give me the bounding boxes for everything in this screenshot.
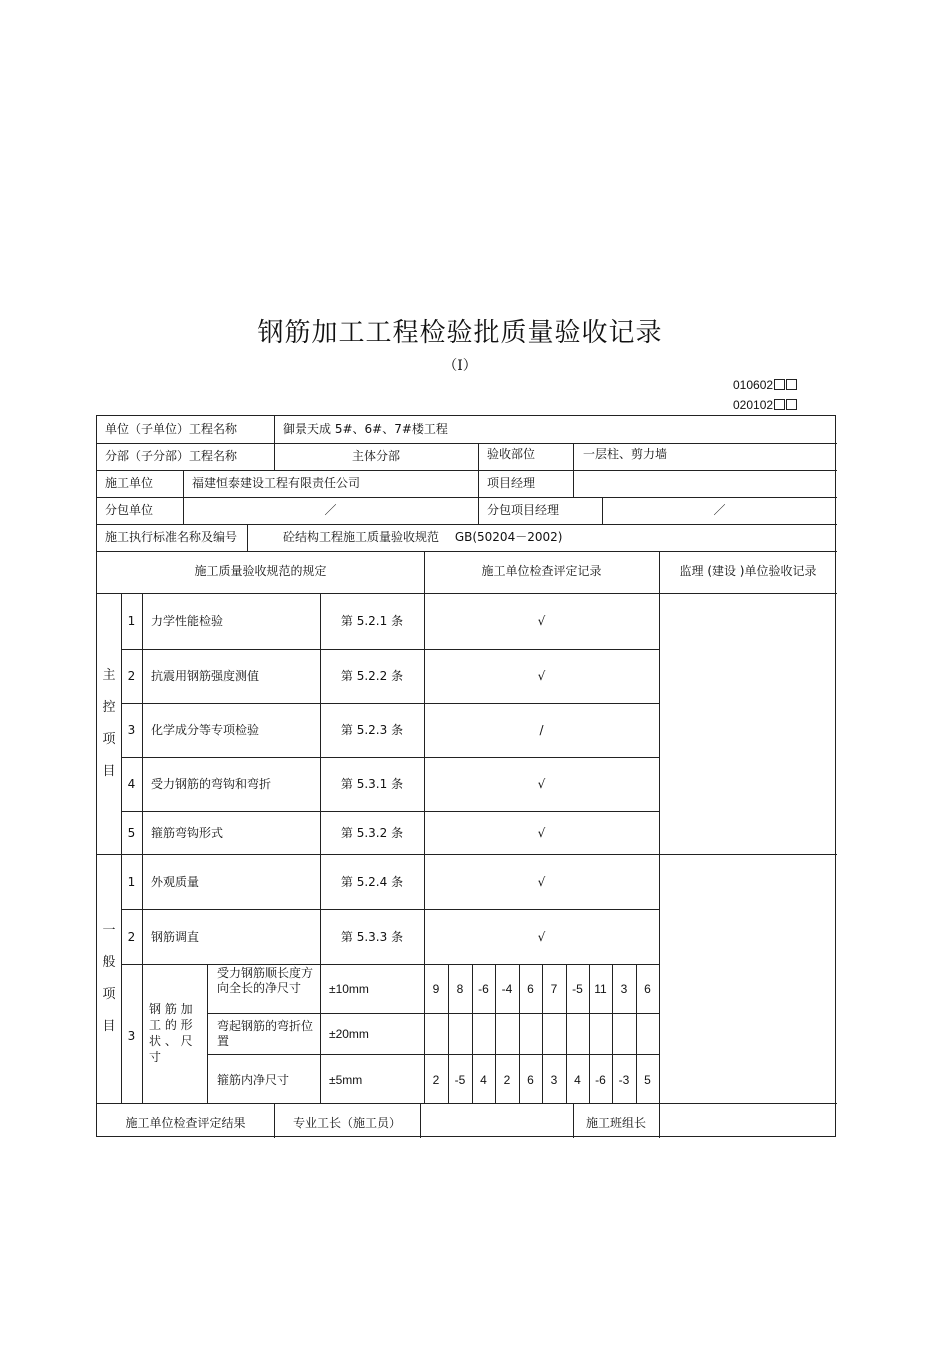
division-label: 分部（子分部）工程名称 (105, 449, 238, 463)
item-no: 3 (127, 723, 136, 737)
item-clause: 第 5.2.1 条 (340, 614, 404, 628)
item-name: 受力钢筋的弯钩和弯折 (151, 777, 272, 791)
sub-item-tolerance: ±10mm (329, 982, 369, 996)
item-name: 抗震用钢筋强度测值 (151, 669, 260, 683)
sub-pm-value: ／ (713, 503, 726, 517)
column-spec-header: 施工质量验收规范的规定 (194, 564, 327, 578)
checkbox-icon (774, 379, 785, 390)
column-check-header: 施工单位检查评定记录 (481, 564, 602, 578)
item-clause: 第 5.3.1 条 (340, 777, 404, 791)
item-result: √ (537, 875, 546, 889)
unit-project-value: 御景天成 5#、6#、7#楼工程 (283, 422, 448, 436)
measure-cell: 3 (550, 1073, 558, 1087)
item-name: 钢筋调直 (151, 930, 200, 944)
item-clause: 第 5.2.2 条 (340, 669, 404, 683)
measure-cell: 11 (594, 982, 607, 996)
item-name: 化学成分等专项检验 (151, 723, 260, 737)
form-code-2: 020102 (733, 398, 797, 412)
sub-item-name: 弯起钢筋的弯折位置 (217, 1019, 314, 1048)
acceptance-part-value: 一层柱、剪力墙 (583, 447, 668, 461)
measure-cell: 2 (432, 1073, 440, 1087)
measure-cell: 6 (527, 982, 534, 996)
measure-cell: 9 (432, 982, 440, 996)
subcontractor-value: ／ (324, 503, 337, 517)
unit-project-label: 单位（子单位）工程名称 (105, 422, 238, 436)
measure-cell: 3 (620, 982, 628, 996)
project-manager-label: 项目经理 (487, 476, 536, 490)
item-name: 力学性能检验 (151, 614, 224, 628)
item-name: 外观质量 (151, 875, 200, 889)
measure-cell: 2 (503, 1073, 511, 1087)
measure-cell: -3 (618, 1073, 630, 1087)
measure-cell: -5 (572, 982, 583, 996)
measure-cell: 6 (644, 982, 651, 996)
general-items-label: 一般项目 (102, 923, 116, 1034)
subcontractor-label: 分包单位 (105, 503, 154, 517)
measure-cell: 6 (527, 1073, 534, 1087)
item-no: 3 (127, 1029, 136, 1043)
item-no: 1 (127, 614, 136, 628)
sub-item-tolerance: ±5mm (329, 1073, 363, 1087)
item-no: 1 (127, 875, 136, 889)
measure-cell: 8 (456, 982, 464, 996)
measure-cell: 5 (644, 1073, 651, 1087)
measure-cell: -6 (478, 982, 489, 996)
checkbox-icon (786, 399, 797, 410)
item-no: 5 (127, 826, 136, 840)
measure-cell: 4 (480, 1073, 487, 1087)
item-result: √ (537, 669, 546, 683)
form-code-1: 010602 (733, 378, 797, 392)
contractor-label: 施工单位 (105, 476, 154, 490)
contractor-value: 福建恒泰建设工程有限责任公司 (192, 476, 361, 490)
team-leader-label: 施工班组长 (585, 1116, 646, 1130)
checkbox-icon (774, 399, 785, 410)
standard-label: 施工执行标准名称及编号 (105, 530, 238, 544)
main-control-label: 主控项目 (102, 668, 116, 779)
acceptance-part-label: 验收部位 (487, 447, 536, 461)
division-value: 主体分部 (351, 449, 400, 463)
column-supervisor-header: 监理 (建设 )单位验收记录 (679, 564, 817, 578)
sub-pm-label: 分包项目经理 (487, 503, 560, 517)
foreman-label: 专业工长（施工员） (292, 1116, 401, 1130)
result-label: 施工单位检查评定结果 (125, 1116, 246, 1130)
document-title: 钢筋加工工程检验批质量验收记录 (257, 318, 663, 348)
item-no: 4 (127, 777, 136, 791)
item-clause: 第 5.2.4 条 (340, 875, 404, 889)
sub-item-name: 箍筋内净尺寸 (217, 1073, 290, 1087)
item-clause: 第 5.3.3 条 (340, 930, 404, 944)
item-result: √ (537, 826, 546, 840)
item-name: 箍筋弯钩形式 (151, 826, 224, 840)
item-clause: 第 5.3.2 条 (340, 826, 404, 840)
measure-cell: -6 (595, 1073, 606, 1087)
item-no: 2 (127, 669, 136, 683)
standard-value: 砼结构工程施工质量验收规范 GB(50204－2002) (283, 530, 563, 544)
item-result: / (539, 723, 544, 737)
measure-cell: 7 (550, 982, 558, 996)
measure-cell: -4 (501, 982, 513, 996)
measure-cell: 4 (574, 1073, 581, 1087)
item-name: 钢 筋 加 工 的 形 状 、 尺 寸 (149, 1002, 193, 1064)
item-clause: 第 5.2.3 条 (340, 723, 404, 737)
item-result: √ (537, 777, 546, 791)
measure-cell: -5 (454, 1073, 466, 1087)
checkbox-icon (786, 379, 797, 390)
item-no: 2 (127, 930, 136, 944)
sub-item-tolerance: ±20mm (329, 1027, 369, 1041)
item-result: √ (537, 930, 546, 944)
sub-item-name: 受力钢筋顺长度方向全长的净尺寸 (217, 966, 314, 995)
inspection-table (96, 415, 836, 1137)
document-subtitle: （Ⅰ） (443, 358, 477, 374)
item-result: √ (537, 614, 546, 628)
